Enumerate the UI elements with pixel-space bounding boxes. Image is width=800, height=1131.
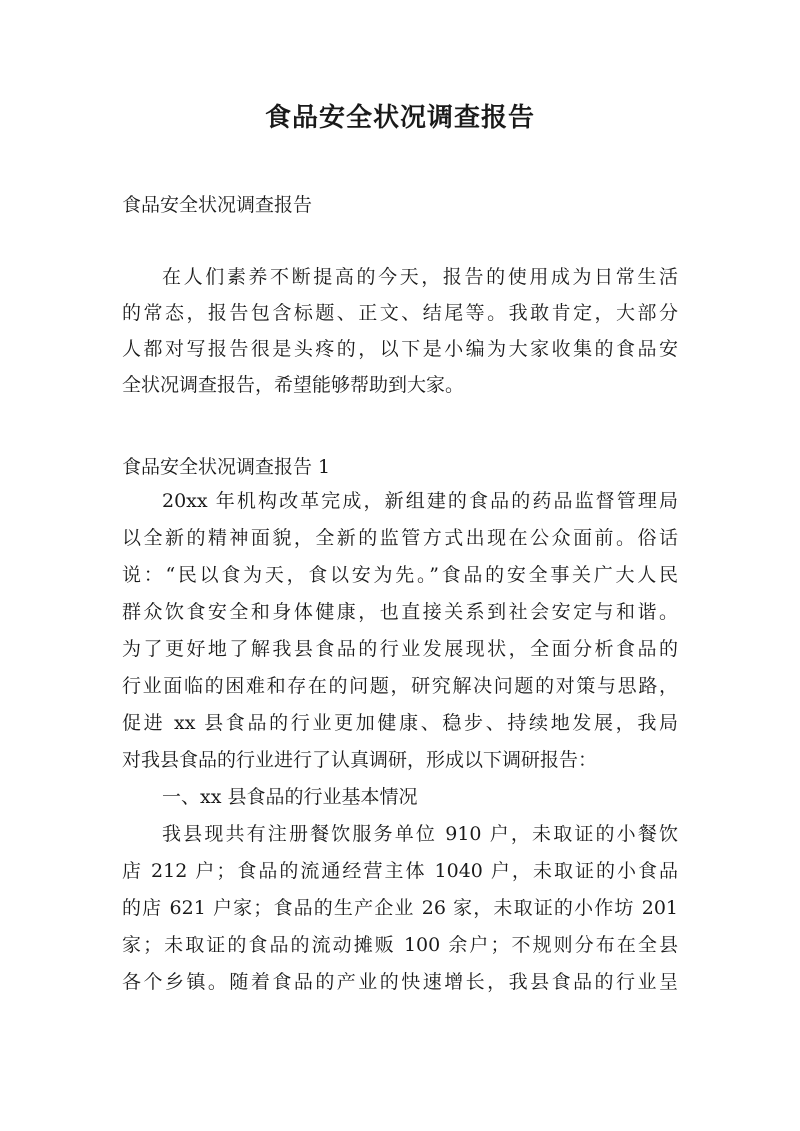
paragraph-line: 以全新的精神面貌，全新的监管方式出现在公众面前。俗话: [122, 527, 678, 549]
paragraph-line: 群众饮食安全和身体健康，也直接关系到社会安定与和谐。: [122, 601, 678, 623]
paragraph-line: 家；未取证的食品的流动摊贩 100 余户；不规则分布在全县: [122, 934, 678, 956]
paragraph-line: 为了更好地了解我县食品的行业发展现状，全面分析食品的: [122, 638, 678, 660]
intro-line: 在人们素养不断提高的今天，报告的使用成为日常生活: [162, 266, 678, 288]
intro-line: 人都对写报告很是头疼的，以下是小编为大家收集的食品安: [122, 338, 678, 360]
paragraph-line: 店 212 户；食品的流通经营主体 1040 户，未取证的小食品: [122, 860, 678, 882]
intro-line: 的常态，报告包含标题、正文、结尾等。我敢肯定，大部分: [122, 302, 678, 324]
paragraph-line: 的店 621 户家；食品的生产企业 26 家，未取证的小作坊 201: [122, 897, 678, 919]
paragraph-line: 促进 xx 县食品的行业更加健康、稳步、持续地发展，我局: [122, 712, 678, 734]
paragraph-line: 对我县食品的行业进行了认真调研，形成以下调研报告：: [122, 749, 598, 771]
paragraph-line: 说：“民以食为天，食以安为先。”食品的安全事关广大人民: [122, 564, 678, 586]
document-title: 食品安全状况调查报告: [264, 103, 535, 133]
sub-heading: 一、xx 县食品的行业基本情况: [162, 786, 418, 808]
intro-line: 全状况调查报告，希望能够帮助到大家。: [122, 374, 465, 396]
document-subtitle: 食品安全状况调查报告: [122, 194, 313, 216]
paragraph-line: 我县现共有注册餐饮服务单位 910 户，未取证的小餐饮: [162, 823, 678, 845]
paragraph-line: 各个乡镇。随着食品的产业的快速增长，我县食品的行业呈: [122, 971, 678, 993]
section-heading: 食品安全状况调查报告 1: [122, 456, 331, 478]
paragraph-line: 20xx 年机构改革完成，新组建的食品的药品监督管理局: [162, 490, 678, 512]
paragraph-line: 行业面临的困难和存在的问题，研究解决问题的对策与思路，: [122, 675, 678, 697]
